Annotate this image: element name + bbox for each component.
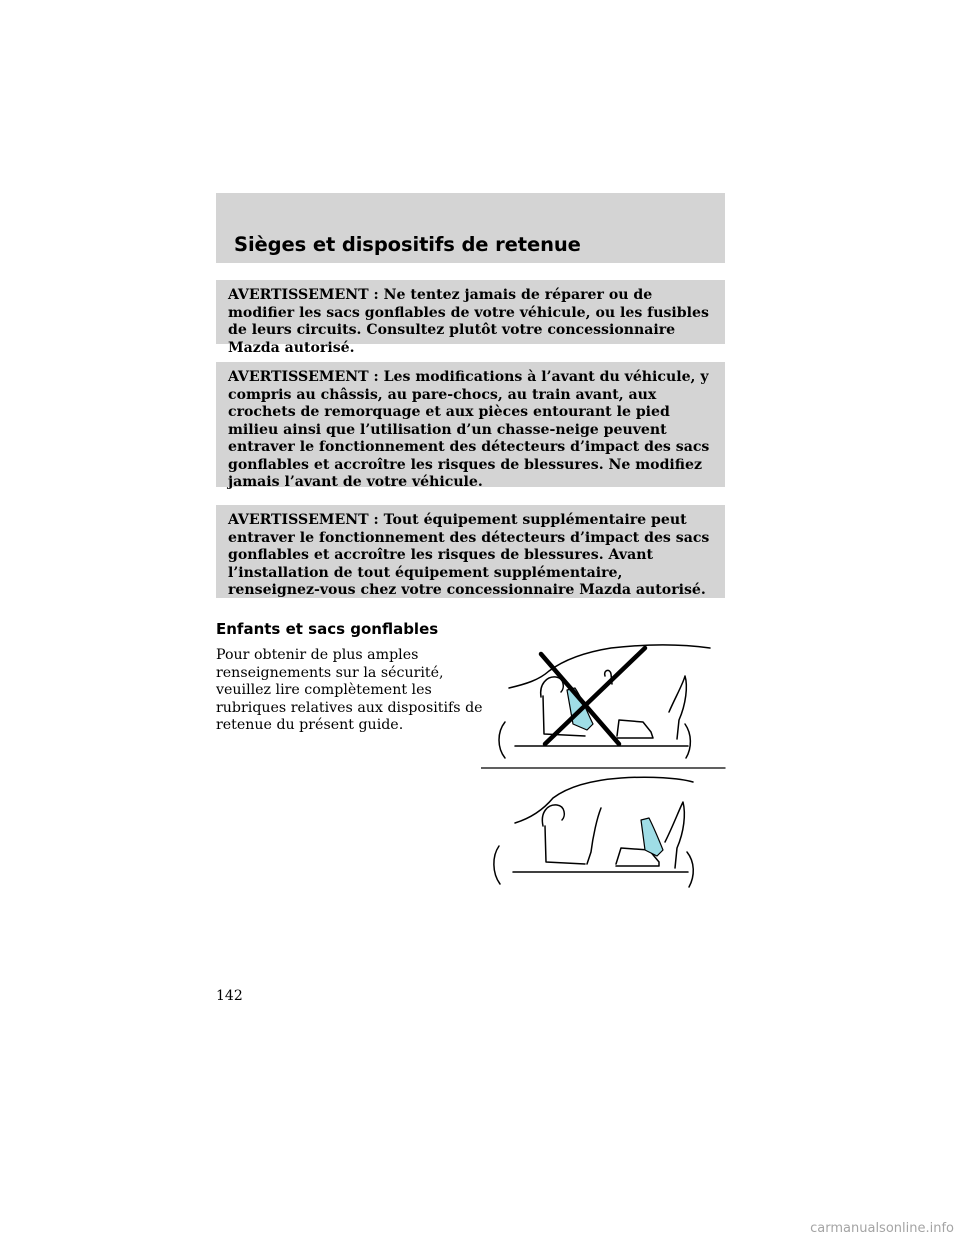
watermark: carmanualsonline.info bbox=[810, 1221, 954, 1236]
warning-box-additional-equipment bbox=[216, 505, 725, 598]
page-header bbox=[216, 193, 725, 263]
warning-box-airbag-repair bbox=[216, 280, 725, 356]
child-seat-airbag-illustration bbox=[481, 640, 726, 895]
warning-box-front-modifications bbox=[216, 362, 725, 490]
section-heading: Enfants et sacs gonflables bbox=[216, 620, 439, 638]
cross-mark-icon bbox=[541, 648, 645, 744]
front-seat-incorrect-scene bbox=[499, 645, 710, 758]
warning-text: AVERTISSEMENT : Tout équipement supplémentaire peut entraver le fonctionnement des détecteurs d’impact des sacs gonflables et accroître les risques de blessures. Avant l’installation de tout équipement supplémentaire, renseignez-vous chez votre concessionnaire Mazda autorisé. bbox=[228, 512, 710, 598]
warning-text: AVERTISSEMENT : Les modifications à l’avant du véhicule, y compris au châssis, au pare-chocs, au train avant, aux crochets de remorquage et aux pièces entourant le pied milieu ainsi que l’utilisation d’un chasse-neige peuvent entraver le fonctionnement des détecteurs d’impact des sacs gonflables et accroître les risques de blessures. Ne modifiez jamais l’avant de votre véhicule. bbox=[228, 369, 710, 490]
page-number: 142 bbox=[216, 988, 243, 1004]
page-title: Sièges et dispositifs de retenue bbox=[234, 233, 581, 256]
rear-seat-correct-scene bbox=[494, 777, 693, 887]
warning-text: AVERTISSEMENT : Ne tentez jamais de réparer ou de modifier les sacs gonflables de votre véhicule, ou les fusibles de leurs circuits. Consultez plutôt votre concessionnaire Mazda autorisé. bbox=[228, 287, 709, 356]
section-body-text: Pour obtenir de plus amples renseignements sur la sécurité, veuillez lire complètement les rubriques relatives aux dispositifs de retenue du présent guide. bbox=[216, 647, 483, 734]
